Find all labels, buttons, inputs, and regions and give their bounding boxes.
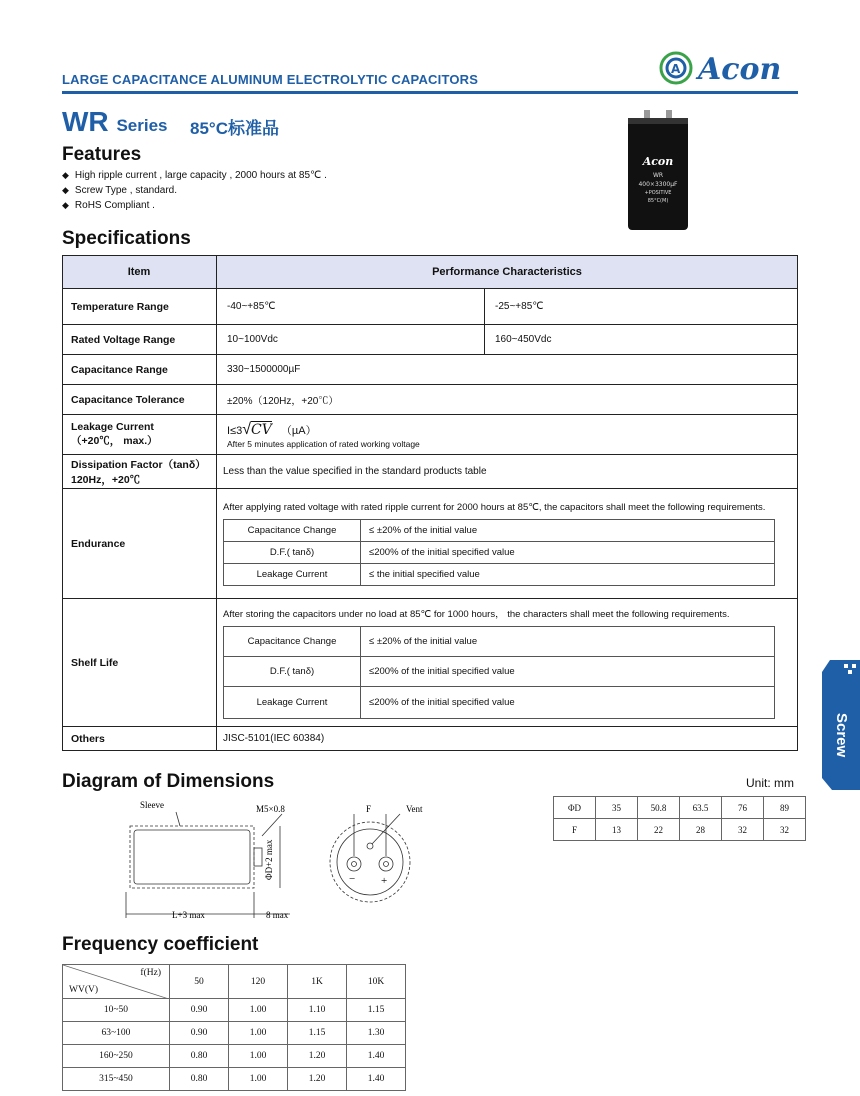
dim-header: F: [554, 819, 596, 841]
cap-range-value: 330~1500000µF: [217, 355, 798, 385]
dimensions-title: Diagram of Dimensions: [62, 771, 275, 792]
freq-cell: 1.30: [347, 1022, 406, 1045]
specifications-title: Specifications: [62, 228, 191, 249]
sleeve-label: Sleeve: [140, 800, 164, 810]
header-rule: [62, 91, 798, 94]
leakage-value: [217, 415, 798, 455]
endurance-note: After applying rated voltage with rated ripple current for 2000 hours at 85℃, the capacitors shall meet the following requirements.: [223, 501, 766, 513]
cap-tolerance-value: ±20%（120Hz，+20℃）: [217, 385, 798, 415]
header-title: LARGE CAPACITANCE ALUMINUM ELECTROLYTIC CAPACITORS: [62, 72, 479, 87]
col-item: Item: [63, 256, 217, 289]
freq-cell: 0.80: [170, 1045, 229, 1068]
freq-cell: 0.90: [170, 1022, 229, 1045]
dim-cell: 89: [764, 797, 806, 819]
endurance-key: Leakage Current: [224, 563, 361, 585]
endurance-value: [217, 489, 798, 599]
freq-cell: 1.00: [229, 1022, 288, 1045]
dim-cell: 32: [722, 819, 764, 841]
endurance-table: [223, 519, 775, 586]
f-label: F: [366, 804, 372, 814]
freq-cell: 0.80: [170, 1068, 229, 1091]
shelf-val: ≤200% of the initial specified value: [361, 657, 775, 687]
freq-col: 1K: [288, 965, 347, 999]
shelf-val: ≤ ±20% of the initial value: [361, 627, 775, 657]
frequency-table: [62, 964, 406, 1091]
freq-hz-label: f(Hz): [140, 968, 161, 978]
specifications-table: [62, 255, 798, 751]
df-label-main: Dissipation Factor（tanδ）: [71, 458, 206, 471]
leakage-note: After 5 minutes application of rated working voltage: [227, 438, 420, 449]
table-row: [63, 1068, 406, 1091]
df-value: Less than the value specified in the standard products table: [217, 455, 798, 489]
dim-cell: 35: [596, 797, 638, 819]
volt-range-b: 160~450Vdc: [485, 325, 798, 355]
minus-label: −: [349, 873, 356, 885]
feature-item: ◆ Screw Type , standard.: [62, 183, 327, 198]
leakage-formula-cv: CV: [251, 421, 272, 438]
others-label: Others: [63, 727, 217, 751]
freq-col: 50: [170, 965, 229, 999]
table-row: [63, 1022, 406, 1045]
freq-cell: 1.15: [288, 1022, 347, 1045]
feature-item: ◆ High ripple current , large capacity , 2000 hours at 85℃ .: [62, 168, 327, 183]
endurance-val: ≤200% of the initial specified value: [361, 541, 775, 563]
shelf-val: ≤200% of the initial specified value: [361, 687, 775, 719]
cap-series: WR: [652, 172, 664, 179]
shelf-key: D.F.( tanδ): [224, 657, 361, 687]
freq-cell: 1.15: [347, 999, 406, 1022]
dim-cell: 28: [680, 819, 722, 841]
leakage-formula-unit: （µA）: [280, 424, 317, 437]
freq-corner: [63, 965, 170, 999]
vent-label: Vent: [406, 804, 423, 814]
cap-rating: 400×3300µF: [638, 181, 678, 188]
series-temp: 85°C标准品: [190, 119, 279, 138]
capacitor-image: [626, 110, 690, 230]
frequency-title: Frequency coefficient: [62, 934, 259, 955]
leakage-label: [63, 415, 217, 455]
endurance-key: D.F.( tanδ): [224, 541, 361, 563]
side-tab-screw[interactable]: Screw: [833, 712, 850, 758]
endurance-key: Capacitance Change: [224, 519, 361, 541]
dim-cell: 50.8: [638, 797, 680, 819]
freq-col: 10K: [347, 965, 406, 999]
df-label: [63, 455, 217, 489]
cap-tolerance-label: Capacitance Tolerance: [63, 385, 217, 415]
series-suffix: Series: [116, 116, 168, 135]
shelf-life-note: After storing the capacitors under no load at 85℃ for 1000 hours， the characters shall meet the following requirements.: [223, 609, 730, 620]
freq-cell: 1.20: [288, 1045, 347, 1068]
freq-cell: 1.10: [288, 999, 347, 1022]
sqrt-icon: √: [242, 420, 251, 438]
cap-polarity: +POSITIVE: [644, 190, 672, 196]
others-value: JISC-5101(IEC 60384): [217, 727, 798, 751]
series-title: [62, 106, 167, 138]
dim-cell: 22: [638, 819, 680, 841]
endurance-val: ≤ the initial specified value: [361, 563, 775, 585]
dimensions-table: [553, 796, 806, 841]
leakage-label-main: Leakage Current: [71, 421, 154, 433]
svg-text:A: A: [671, 62, 681, 76]
cap-brand: Acon: [642, 155, 674, 168]
diameter-label: ΦD+2 max: [264, 839, 274, 880]
series-name: WR: [62, 106, 109, 137]
freq-cell: 1.00: [229, 1068, 288, 1091]
endurance-label: Endurance: [63, 489, 217, 599]
features-list: [62, 168, 327, 213]
freq-cell: 1.20: [288, 1068, 347, 1091]
freq-wv: 10~50: [63, 999, 170, 1022]
endurance-val: ≤ ±20% of the initial value: [361, 519, 775, 541]
shelf-key: Leakage Current: [224, 687, 361, 719]
temp-range-b: -25~+85℃: [485, 289, 798, 325]
temp-range-label: Temperature Range: [63, 289, 217, 325]
freq-cell: 1.00: [229, 1045, 288, 1068]
freq-wv: 63~100: [63, 1022, 170, 1045]
freq-col: 120: [229, 965, 288, 999]
df-label-cond: 120Hz，+20℃: [71, 473, 141, 486]
side-view-diagram: [120, 796, 310, 926]
unit-label: Unit: mm: [746, 776, 794, 790]
volt-range-label: Rated Voltage Range: [63, 325, 217, 355]
shelf-life-value: [217, 599, 798, 727]
freq-wv: 160~250: [63, 1045, 170, 1068]
plus-label: +: [381, 875, 388, 887]
brand-name: Acon: [698, 52, 782, 87]
thread-label: M5×0.8: [256, 804, 285, 814]
leakage-label-cond: （+20℃， max.）: [71, 435, 158, 447]
dim-cell: 32: [764, 819, 806, 841]
dim-cell: 76: [722, 797, 764, 819]
dim-header: ΦD: [554, 797, 596, 819]
freq-cell: 0.90: [170, 999, 229, 1022]
freq-wv-label: WV(V): [69, 985, 99, 995]
shelf-life-label: Shelf Life: [63, 599, 217, 727]
table-row: [63, 999, 406, 1022]
leakage-formula-pre: I≤3: [227, 424, 243, 437]
terminal-label: 8 max: [266, 910, 289, 920]
dim-cell: 63.5: [680, 797, 722, 819]
freq-cell: 1.40: [347, 1068, 406, 1091]
freq-cell: 1.40: [347, 1045, 406, 1068]
features-title: Features: [62, 144, 142, 165]
length-label: L+3 max: [172, 910, 205, 920]
shelf-life-table: [223, 626, 775, 719]
dim-cell: 13: [596, 819, 638, 841]
table-row: [63, 1045, 406, 1068]
freq-cell: 1.00: [229, 999, 288, 1022]
feature-item: ◆ RoHS Compliant .: [62, 198, 327, 213]
col-performance: Performance Characteristics: [217, 256, 798, 289]
cap-range-label: Capacitance Range: [63, 355, 217, 385]
temp-range-a: -40~+85℃: [217, 289, 485, 325]
freq-wv: 315~450: [63, 1068, 170, 1091]
top-view-diagram: [320, 796, 450, 906]
shelf-key: Capacitance Change: [224, 627, 361, 657]
volt-range-a: 10~100Vdc: [217, 325, 485, 355]
cap-temp: 85°C(M): [647, 198, 669, 204]
